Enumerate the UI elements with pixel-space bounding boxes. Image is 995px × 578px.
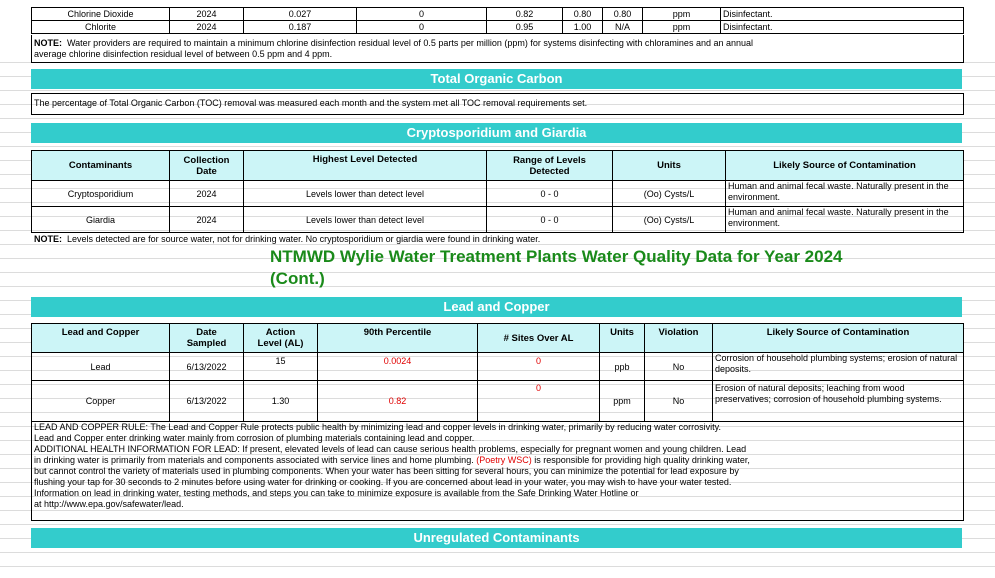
rule-line: flushing your tap for 30 seconds to 2 minutes before using water for drinking or cooking. If you are concerned about lead in your water, you may wish to have your water tested. (34, 477, 732, 487)
disinfectant-unit: ppm (643, 21, 721, 34)
sheet-gridline (0, 146, 995, 147)
crypto-source: Human and animal fecal waste. Naturally present in the environment. (726, 181, 964, 207)
disinfectant-source: Disinfectant. (721, 21, 964, 34)
unregulated-section-header: Unregulated Contaminants (31, 528, 962, 548)
disinfectant-mrdlg: N/A (603, 21, 643, 34)
table-row (32, 21, 964, 34)
crypto-source: Human and animal fecal waste. Naturally present in the environment. (726, 207, 964, 233)
disinfectant-table (31, 7, 964, 34)
table-row (32, 207, 964, 233)
note-line-1: Water providers are required to maintain a minimum chlorine disinfection residual level of 0.5 parts per million (ppm) for systems disinfecting with chloramines and an annual (67, 38, 753, 48)
page-title-line-1: NTMWD Wylie Water Treatment Plants Water Quality Data for Year 2024 (270, 247, 843, 266)
lc-violation: No (645, 353, 713, 381)
disinfectant-max: 0.82 (487, 8, 563, 21)
col-range: Range of Levels Detected (487, 151, 613, 181)
lc-action-level: 1.30 (244, 381, 318, 422)
col-date-sampled: Date Sampled (170, 324, 244, 353)
col-units: Units (613, 151, 726, 181)
table-row (32, 8, 964, 21)
lc-source: Erosion of natural deposits; leaching from wood preservatives; corrosion of household plumbing systems. (713, 381, 964, 422)
col-highest-level: Highest Level Detected (244, 151, 487, 181)
sheet-gridline (0, 552, 995, 553)
crypto-header-row (32, 151, 964, 181)
disinfectant-max: 0.95 (487, 21, 563, 34)
lead-copper-section-header: Lead and Copper (31, 297, 962, 317)
col-lead-copper: Lead and Copper (32, 324, 170, 353)
toc-section-header: Total Organic Carbon (31, 69, 962, 89)
lc-sites: 0 (478, 353, 600, 381)
crypto-units: (Oo) Cysts/L (613, 207, 726, 233)
rule-line: is responsible for providing high quality drinking water, (534, 455, 750, 465)
lc-90th: 0.0024 (318, 353, 478, 381)
crypto-note-text: Levels detected are for source water, not for drinking water. No cryptosporidium or giardia were found in drinking water. (67, 234, 541, 244)
disinfectant-source: Disinfectant. (721, 8, 964, 21)
rule-line: Information on lead in drinking water, testing methods, and steps you can take to minimize exposure is available from the Safe Drinking Water Hotline or (34, 488, 639, 498)
crypto-highest: Levels lower than detect level (244, 181, 487, 207)
lc-date: 6/13/2022 (170, 353, 244, 381)
lc-sites: 0 (478, 381, 600, 422)
disinfectant-min: 0 (357, 8, 487, 21)
lc-units: ppb (600, 353, 645, 381)
col-collection-date: Collection Date (170, 151, 244, 181)
disinfectant-unit: ppm (643, 8, 721, 21)
lc-violation: No (645, 381, 713, 422)
disinfectant-average: 0.027 (244, 8, 357, 21)
sheet-gridline (0, 90, 995, 91)
col-source: Likely Source of Contamination (713, 324, 964, 353)
disinfectant-min: 0 (357, 21, 487, 34)
crypto-section-header: Cryptosporidium and Giardia (31, 123, 962, 143)
note-label: NOTE: (34, 234, 62, 244)
crypto-note (34, 234, 540, 245)
rule-line: but cannot control the variety of materials used in plumbing components. When your water has been sitting for several hours, you can minimize the potential for lead exposure by (34, 466, 739, 476)
disinfectant-average: 0.187 (244, 21, 357, 34)
sheet-gridline (0, 524, 995, 525)
lc-90th: 0.82 (318, 381, 478, 422)
lc-units: ppm (600, 381, 645, 422)
lc-name: Copper (32, 381, 170, 422)
lc-date: 6/13/2022 (170, 381, 244, 422)
crypto-contaminant: Giardia (32, 207, 170, 233)
table-row (32, 353, 964, 381)
disinfectant-year: 2024 (170, 8, 244, 21)
lc-name: Lead (32, 353, 170, 381)
lead-copper-header-row (32, 324, 964, 353)
sheet-gridline (0, 566, 995, 567)
lead-copper-table (31, 323, 964, 422)
disinfectant-name: Chlorite (32, 21, 170, 34)
table-row (32, 381, 964, 422)
table-row (32, 181, 964, 207)
toc-text: The percentage of Total Organic Carbon (TOC) removal was measured each month and the system met all TOC removal requirements set. (34, 98, 588, 108)
rule-line: in drinking water is primarily from materials and components associated with service lines and home plumbing. (34, 455, 474, 465)
crypto-range: 0 - 0 (487, 207, 613, 233)
col-90th-percentile: 90th Percentile (318, 324, 478, 353)
lc-action-level: 15 (244, 353, 318, 381)
lead-copper-rule-text (34, 422, 750, 510)
disinfectant-mrdlg: 0.80 (603, 8, 643, 21)
crypto-range: 0 - 0 (487, 181, 613, 207)
sheet-gridline (0, 118, 995, 119)
disinfectant-year: 2024 (170, 21, 244, 34)
crypto-highest: Levels lower than detect level (244, 207, 487, 233)
lc-source: Corrosion of household plumbing systems; erosion of natural deposits. (713, 353, 964, 381)
crypto-date: 2024 (170, 181, 244, 207)
page-title (270, 246, 843, 290)
page-title-line-2: (Cont.) (270, 269, 325, 288)
col-source: Likely Source of Contamination (726, 151, 964, 181)
crypto-date: 2024 (170, 207, 244, 233)
col-action-level: Action Level (AL) (244, 324, 318, 353)
col-sites-over-al: # Sites Over AL (478, 324, 600, 353)
epa-link-line: at http://www.epa.gov/safewater/lead. (34, 499, 184, 509)
disinfectant-name: Chlorine Dioxide (32, 8, 170, 21)
rule-line: Lead and Copper enter drinking water mainly from corrosion of plumbing materials containing lead and copper. (34, 433, 475, 443)
disinfectant-note (34, 38, 753, 60)
col-violation: Violation (645, 324, 713, 353)
crypto-contaminant: Cryptosporidium (32, 181, 170, 207)
note-label: NOTE: (34, 38, 62, 48)
col-contaminants: Contaminants (32, 151, 170, 181)
crypto-units: (Oo) Cysts/L (613, 181, 726, 207)
disinfectant-mrdl: 0.80 (563, 8, 603, 21)
note-line-2: average chlorine disinfection residual level of between 0.5 ppm and 4 ppm. (34, 49, 333, 59)
rule-line: ADDITIONAL HEALTH INFORMATION FOR LEAD: If present, elevated levels of lead can cause serious health problems, especially for pregnant women and young children. Lead (34, 444, 747, 454)
disinfectant-mrdl: 1.00 (563, 21, 603, 34)
rule-line: LEAD AND COPPER RULE: The Lead and Copper Rule protects public health by minimizing lead and copper levels in drinking water, primarily by reducing water corrosivity. (34, 422, 721, 432)
system-name-highlight: (Poetry WSC) (476, 455, 532, 465)
col-units: Units (600, 324, 645, 353)
crypto-table (31, 150, 964, 233)
